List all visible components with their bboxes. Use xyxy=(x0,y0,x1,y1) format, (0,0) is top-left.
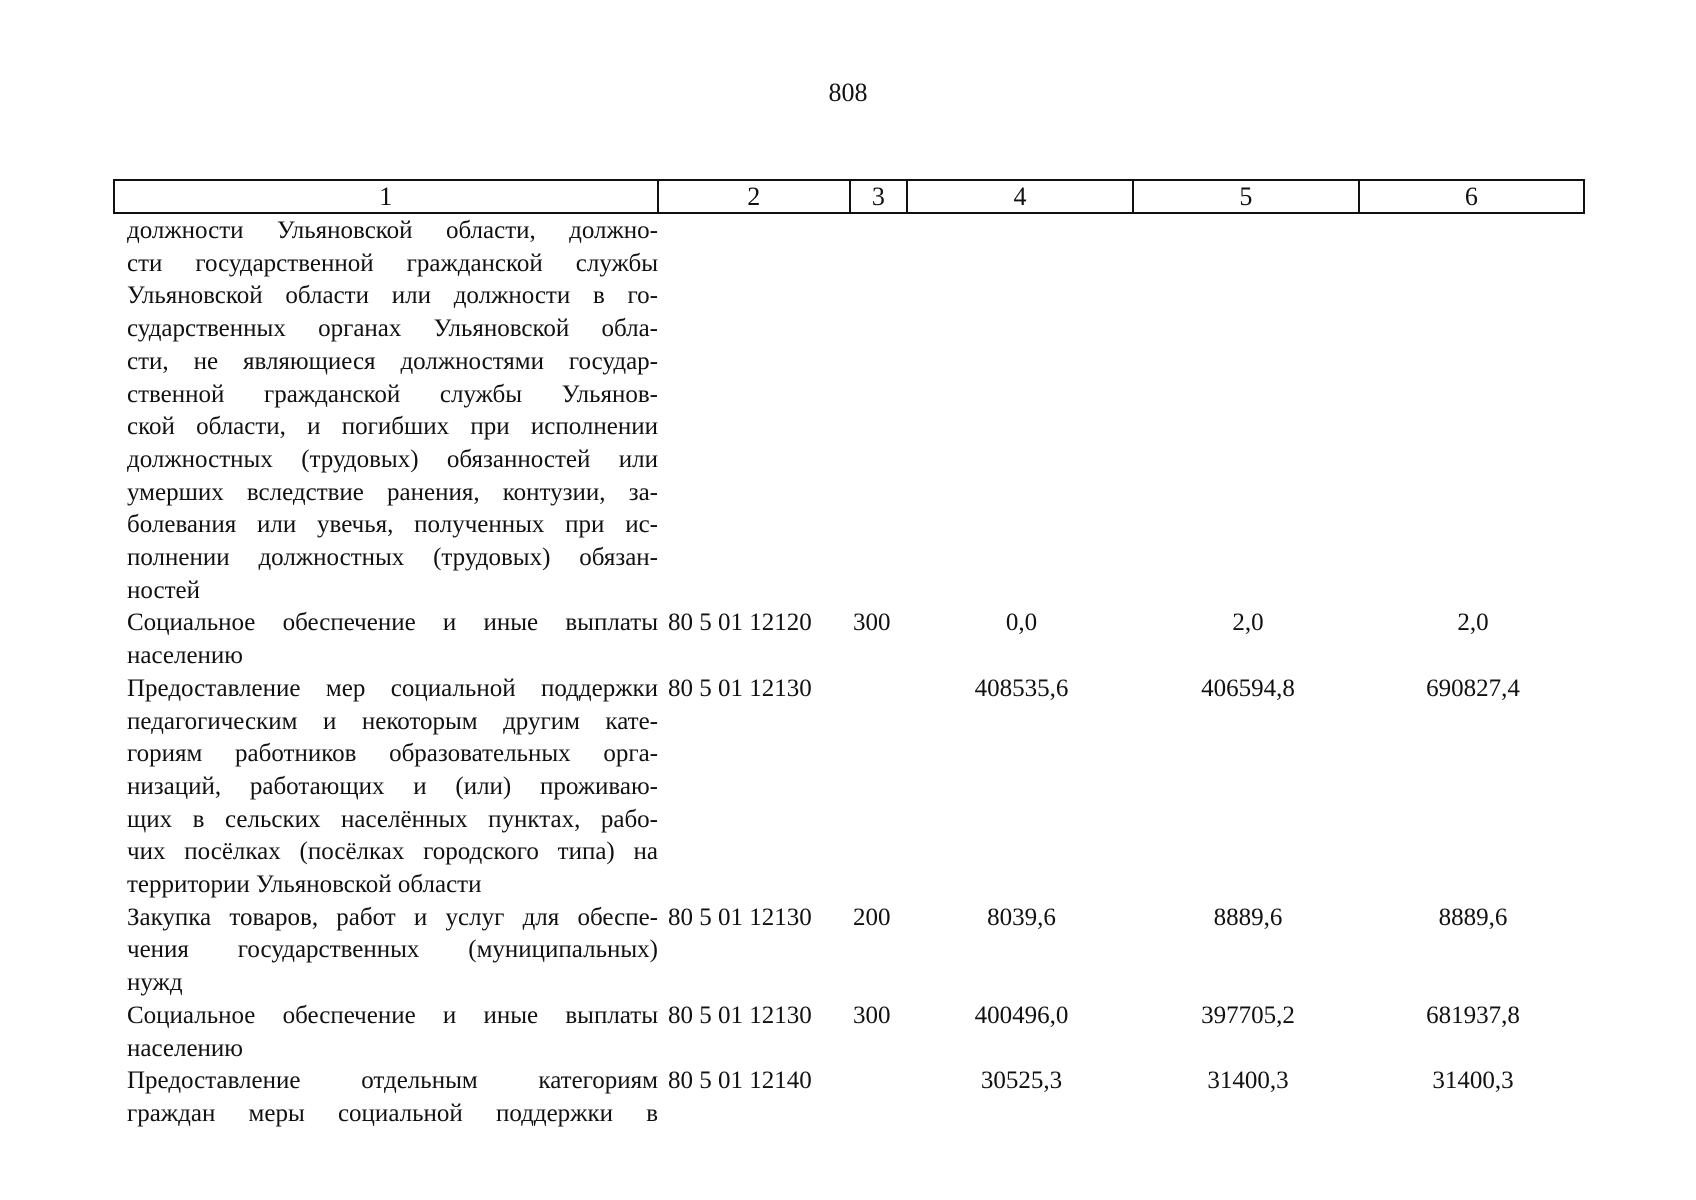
header-col-6: 6 xyxy=(1464,182,1478,211)
description-line: Предоставление мер социальной поддержки xyxy=(127,674,658,702)
description-line: чих посёлках (посёлках городского типа) на xyxy=(127,838,658,866)
row-description xyxy=(113,1000,658,1065)
row-description xyxy=(113,1065,658,1130)
description-line: болевания или увечья, полученных при ис- xyxy=(127,511,658,539)
description-line: ностей xyxy=(127,576,200,604)
description-line: сти государственной гражданской службы xyxy=(127,249,658,277)
description-line: полнении должностных (трудовых) обязан- xyxy=(127,544,658,572)
table-header xyxy=(113,179,1585,214)
value-col-5: 31400,3 xyxy=(1207,1067,1289,1095)
value-col-6: 681937,8 xyxy=(1426,1001,1520,1029)
description-line: сти, не являющиеся должностями государ- xyxy=(127,347,658,375)
budget-code: 80 5 01 12130 xyxy=(668,674,812,702)
value-col-5: 397705,2 xyxy=(1201,1001,1295,1029)
description-line: щих в сельских населённых пунктах, рабо- xyxy=(127,805,658,833)
description-line: умерших вследствие ранения, контузии, за- xyxy=(127,478,658,506)
description-line: ственной гражданской службы Ульянов- xyxy=(127,380,658,408)
value-col-4: 0,0 xyxy=(1005,609,1038,637)
table-row xyxy=(113,673,1585,902)
row-description xyxy=(113,215,658,607)
row-description xyxy=(113,902,658,1000)
header-col-5: 5 xyxy=(1134,181,1359,212)
table-row xyxy=(113,902,1585,1000)
value-col-5: 406594,8 xyxy=(1201,674,1295,702)
table-body xyxy=(113,215,1585,1131)
row-description xyxy=(113,607,658,672)
description-line: населению xyxy=(127,1034,243,1062)
table-row xyxy=(113,1065,1585,1130)
budget-code: 80 5 01 12130 xyxy=(668,1001,812,1029)
expense-type: 300 xyxy=(853,1001,891,1029)
table-row xyxy=(113,1000,1585,1065)
value-col-5: 2,0 xyxy=(1232,609,1264,637)
table-row xyxy=(113,607,1585,672)
description-line: нужд xyxy=(127,969,183,997)
description-line: должности Ульяновской области, должно- xyxy=(127,217,658,244)
expense-type: 300 xyxy=(853,609,891,637)
description-line: педагогическим и некоторым другим кате- xyxy=(127,707,658,735)
header-col-1: 1 xyxy=(115,181,659,212)
row-description xyxy=(113,673,658,902)
value-col-6: 8889,6 xyxy=(1438,903,1508,931)
expense-type: 200 xyxy=(853,903,891,931)
value-col-6: 690827,4 xyxy=(1426,674,1520,702)
description-line: территории Ульяновской области xyxy=(127,871,482,899)
table-row xyxy=(113,215,1585,607)
description-line: Социальное обеспечение и иные выплаты xyxy=(127,1001,658,1029)
description-line: Социальное обеспечение и иные выплаты xyxy=(127,609,658,637)
description-line: граждан меры социальной поддержки в xyxy=(127,1099,658,1127)
description-line: Закупка товаров, работ и услуг для обеспе- xyxy=(127,903,658,931)
value-col-4: 408535,6 xyxy=(974,674,1069,702)
value-col-6: 31400,3 xyxy=(1432,1067,1514,1095)
value-col-4: 400496,0 xyxy=(974,1001,1069,1029)
description-line: населению xyxy=(127,642,243,670)
budget-code: 80 5 01 12140 xyxy=(668,1067,812,1095)
header-col-2: 2 xyxy=(659,181,851,212)
budget-code: 80 5 01 12130 xyxy=(668,903,812,931)
description-line: гориям работников образовательных орга- xyxy=(127,740,658,768)
description-line: сударственных органах Ульяновской обла- xyxy=(127,315,658,343)
value-col-5: 8889,6 xyxy=(1213,903,1283,931)
header-col-3: 3 xyxy=(851,181,908,212)
page-number: 808 xyxy=(828,78,868,107)
description-line: Предоставление отдельным категориям xyxy=(127,1067,658,1095)
description-line: чения государственных (муниципальных) xyxy=(127,936,658,964)
description-line: ской области, и погибших при исполнении xyxy=(127,413,658,441)
value-col-6: 2,0 xyxy=(1457,609,1489,637)
description-line: Ульяновской области или должности в го- xyxy=(127,282,658,310)
description-line: низаций, работающих и (или) проживаю- xyxy=(127,772,658,800)
value-col-4: 8039,6 xyxy=(987,903,1056,931)
description-line: должностных (трудовых) обязанностей или xyxy=(127,445,658,473)
budget-code: 80 5 01 12120 xyxy=(668,609,812,637)
value-col-4: 30525,3 xyxy=(980,1067,1063,1095)
header-col-4: 4 xyxy=(908,181,1134,212)
